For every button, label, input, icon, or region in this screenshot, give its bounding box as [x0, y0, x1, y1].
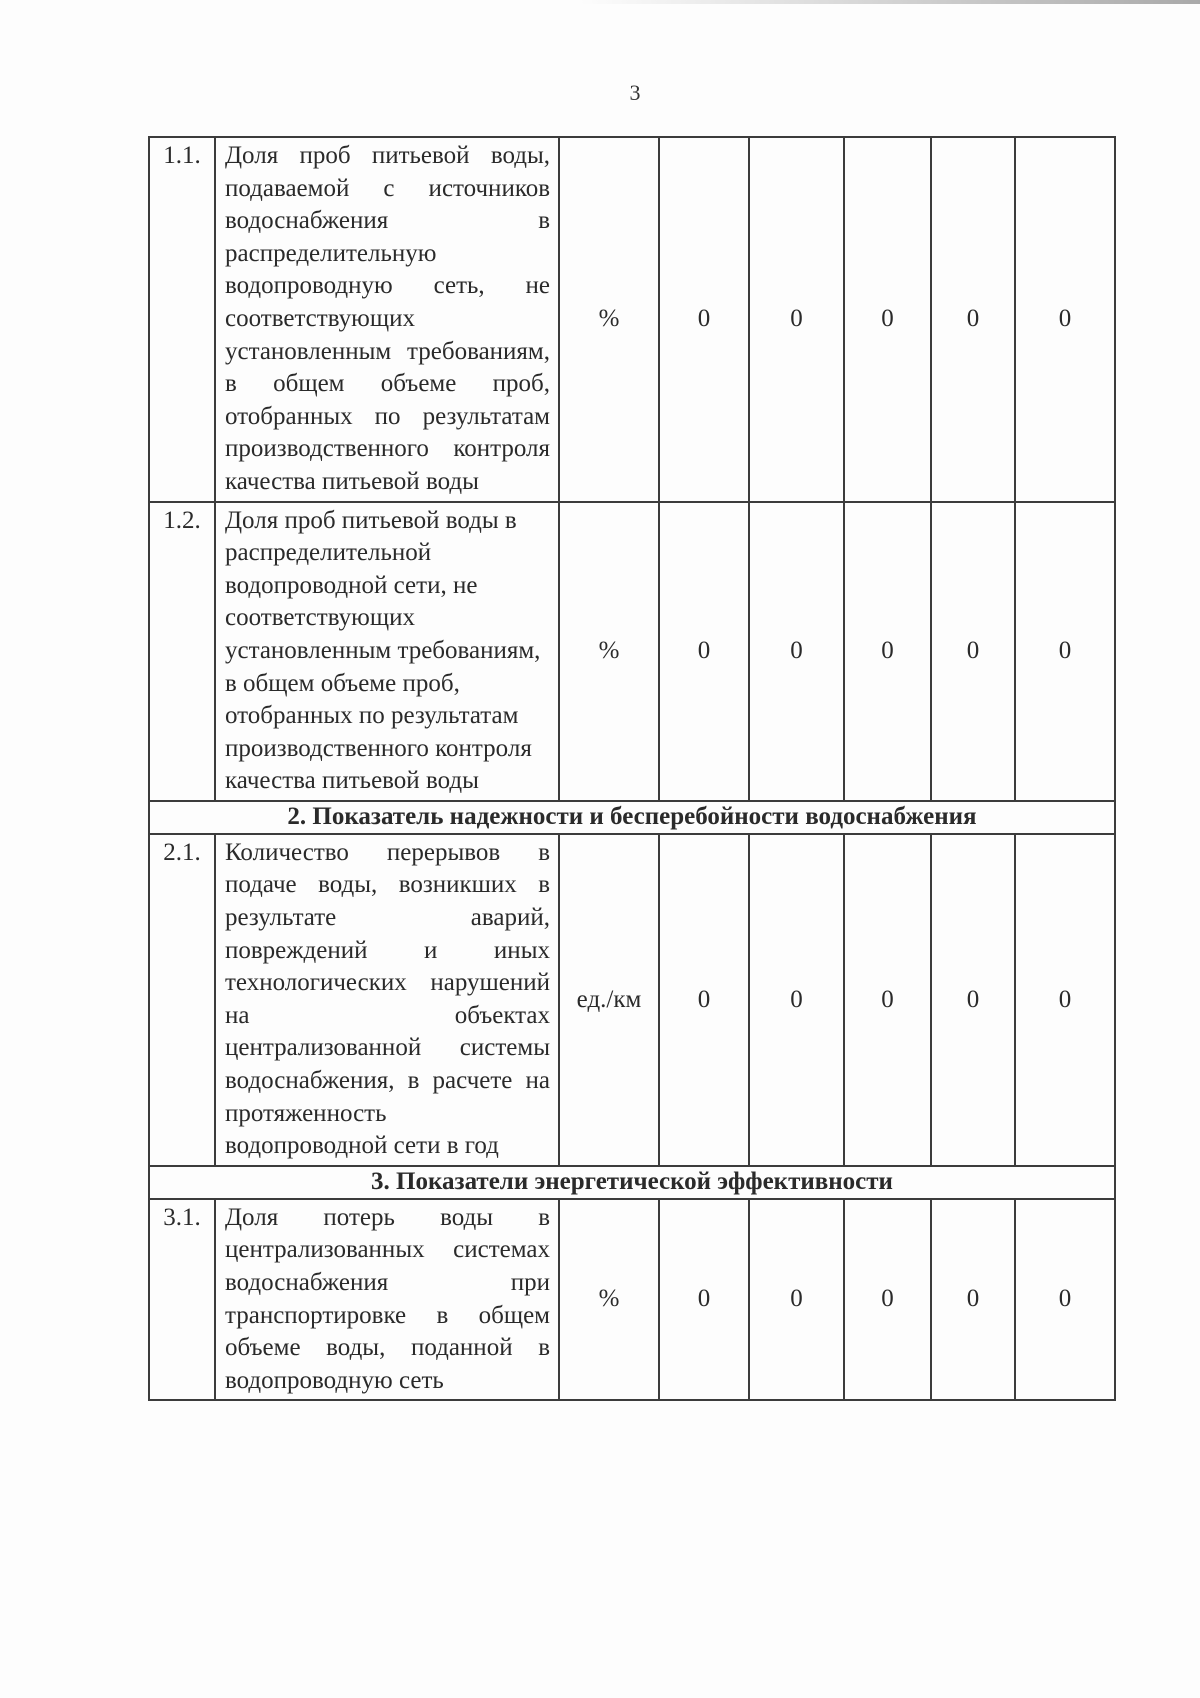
- indicator-name: Доля потерь воды в централизованных системах водоснабжения при транспортировке в общем объеме воды, поданной в водопроводную сеть: [225, 1203, 550, 1394]
- value-cell: 0: [659, 1199, 749, 1401]
- value-cell: 0: [1015, 137, 1115, 502]
- indicator-name: Количество перерывов в подаче воды, возникших в результате аварий, повреждений и иных технологических нарушений на объектах централизованной системы водоснабжения, в расчете на протяженность водопроводной сети в год: [225, 838, 550, 1160]
- value-cell: 0: [844, 502, 931, 801]
- value-cell: 0: [931, 137, 1015, 502]
- indicators-table: [148, 136, 1116, 1401]
- unit-cell: %: [559, 1199, 659, 1401]
- value-cell: 0: [931, 502, 1015, 801]
- indicator-name-cell: [215, 137, 559, 502]
- unit-cell: ед./км: [559, 834, 659, 1166]
- value-cell: 0: [749, 834, 844, 1166]
- indicator-name-cell: [215, 1199, 559, 1401]
- section-header-row: [149, 801, 1115, 834]
- table-row: [149, 834, 1115, 1166]
- page-number: 3: [629, 80, 641, 105]
- section-title: 2. Показатель надежности и бесперебойности водоснабжения: [149, 801, 1115, 834]
- table-row: [149, 137, 1115, 502]
- value-cell: 0: [844, 1199, 931, 1401]
- value-cell: 0: [1015, 1199, 1115, 1401]
- value-cell: 0: [749, 1199, 844, 1401]
- row-number: 2.1.: [149, 834, 215, 1166]
- value-cell: 0: [931, 834, 1015, 1166]
- unit-cell: %: [559, 137, 659, 502]
- value-cell: 0: [659, 137, 749, 502]
- indicator-name: Доля проб питьевой воды, подаваемой с источников водоснабжения в распределительную водопроводную сеть, не соответствующих установленным требованиям, в общем объеме проб, отобранных по результатам производственного контроля качества питьевой воды: [225, 142, 550, 495]
- value-cell: 0: [1015, 834, 1115, 1166]
- indicator-name: Доля проб питьевой воды в распределительной водопроводной сети, не соответствующих установленным требованиям, в общем объеме проб, отобранных по результатам производственного контроля качества питьевой воды: [225, 506, 541, 795]
- scan-edge-shadow: [580, 0, 1200, 4]
- unit-cell: %: [559, 502, 659, 801]
- value-cell: 0: [844, 137, 931, 502]
- value-cell: 0: [749, 137, 844, 502]
- value-cell: 0: [931, 1199, 1015, 1401]
- value-cell: 0: [749, 502, 844, 801]
- indicator-name-cell: [215, 502, 559, 801]
- row-number: 1.2.: [149, 502, 215, 801]
- indicator-name-cell: [215, 834, 559, 1166]
- section-title: 3. Показатели энергетической эффективности: [149, 1166, 1115, 1199]
- value-cell: 0: [1015, 502, 1115, 801]
- value-cell: 0: [844, 834, 931, 1166]
- table-row: [149, 1199, 1115, 1401]
- table-row: [149, 502, 1115, 801]
- value-cell: 0: [659, 834, 749, 1166]
- row-number: 1.1.: [149, 137, 215, 502]
- row-number: 3.1.: [149, 1199, 215, 1401]
- value-cell: 0: [659, 502, 749, 801]
- section-header-row: [149, 1166, 1115, 1199]
